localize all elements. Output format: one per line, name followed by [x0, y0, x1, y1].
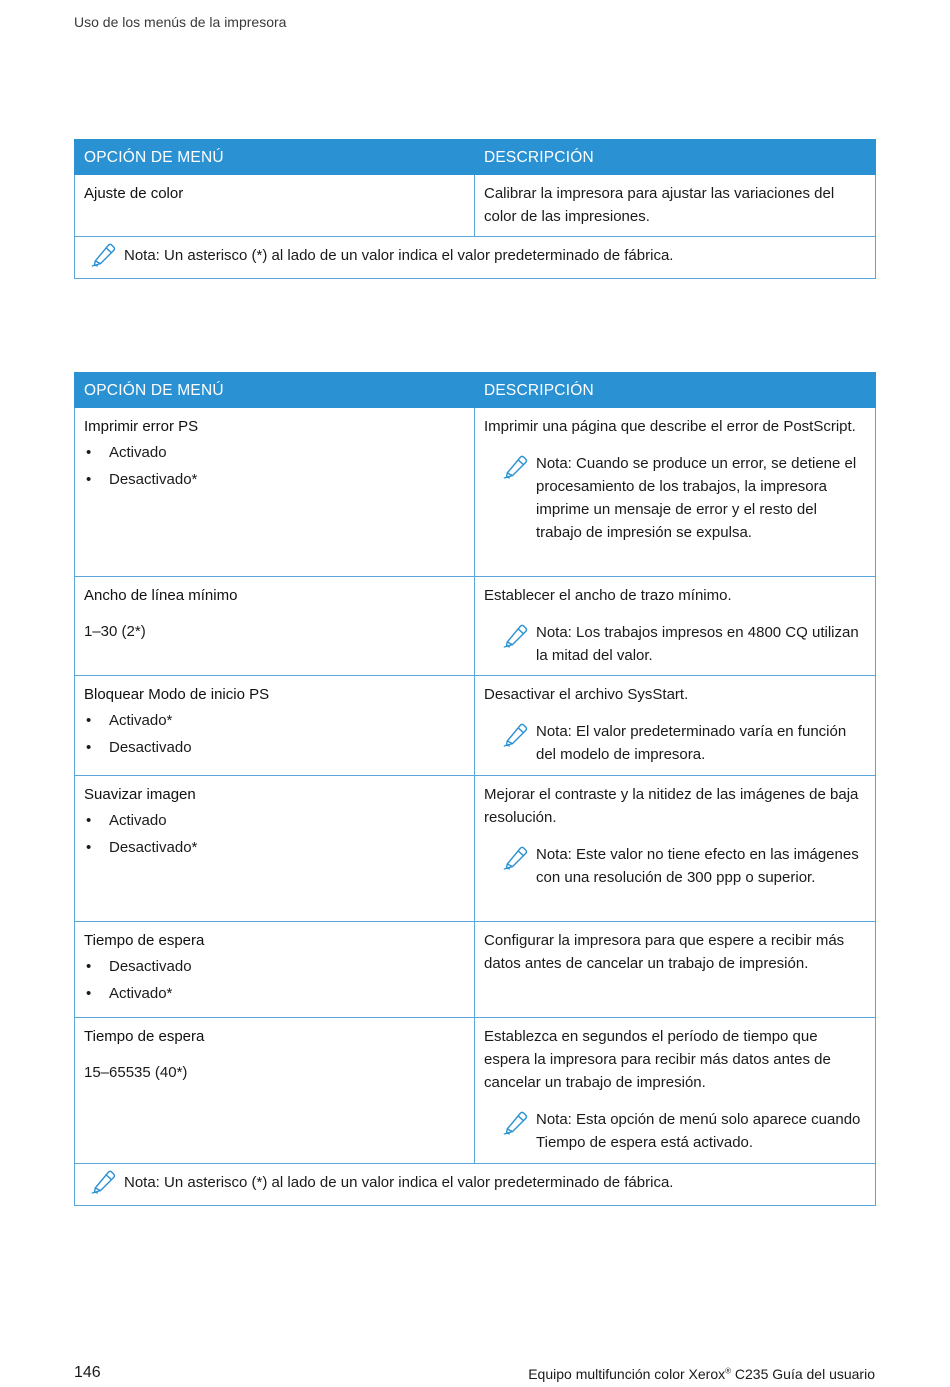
list-item: • Activado	[84, 441, 465, 468]
note-text: Nota: Este valor no tiene efecto en las imágenes con una resolución de 300 ppp o superior.	[536, 846, 859, 886]
option-name: Bloquear Modo de inicio PS	[84, 686, 270, 703]
option-name: Tiempo de espera	[84, 932, 205, 949]
note-text: Nota: El valor predeterminado varía en función del modelo de impresora.	[536, 723, 847, 763]
table-row	[75, 175, 876, 237]
footer-product: Equipo multifunción color Xerox	[528, 1366, 726, 1382]
list-item: • Activado*	[84, 982, 465, 1009]
option-description: Desactivar el archivo SysStart.	[484, 686, 689, 703]
note	[484, 843, 866, 889]
pencil-note-icon	[496, 720, 536, 748]
menu-table-postscript	[74, 372, 876, 1206]
pencil-note-icon	[496, 1108, 536, 1136]
option-description: Mejorar el contraste y la nitidez de las imágenes de baja resolución.	[484, 786, 859, 826]
list-item: • Desactivado*	[84, 836, 465, 863]
option-name: Imprimir error PS	[84, 418, 199, 435]
value-range: 1–30 (2*)	[84, 623, 146, 640]
list-item: • Desactivado	[84, 955, 465, 982]
note	[484, 621, 866, 667]
footnote-text: Nota: Un asterisco (*) al lado de un valor indica el valor predeterminado de fábrica.	[124, 247, 674, 264]
table-row	[75, 676, 876, 776]
pencil-note-icon	[496, 452, 536, 480]
table-row	[75, 1018, 876, 1164]
option-description: Calibrar la impresora para ajustar las variaciones del color de las impresiones.	[484, 185, 835, 225]
table-row	[75, 577, 876, 676]
option-description: Imprimir una página que describe el error de PostScript.	[484, 418, 856, 435]
running-header: Uso de los menús de la impresora	[74, 14, 287, 30]
column-header-option: OPCIÓN DE MENÚ	[75, 140, 475, 175]
table-row	[75, 408, 876, 577]
option-name: Ajuste de color	[84, 185, 184, 202]
footer-guide: C235 Guía del usuario	[731, 1366, 875, 1382]
note-text: Nota: Esta opción de menú solo aparece cuando Tiempo de espera está activado.	[536, 1111, 861, 1151]
option-name: Ancho de línea mínimo	[84, 587, 238, 604]
table-row	[75, 922, 876, 1018]
running-footer	[528, 1366, 875, 1382]
note	[484, 1108, 866, 1154]
note-text: Nota: Cuando se produce un error, se detiene el procesamiento de los trabajos, la impresora imprime un mensaje de error y el resto del trabajo de impresión se expulsa.	[536, 455, 857, 541]
pencil-note-icon	[84, 1167, 124, 1195]
note-text: Nota: Los trabajos impresos en 4800 CQ utilizan la mitad del valor.	[536, 624, 859, 664]
option-description: Configurar la impresora para que espere a recibir más datos antes de cancelar un trabajo de impresión.	[484, 932, 845, 972]
list-item: • Desactivado*	[84, 468, 465, 495]
list-item: • Activado	[84, 809, 465, 836]
option-description: Establecer el ancho de trazo mínimo.	[484, 587, 732, 604]
pencil-note-icon	[496, 843, 536, 871]
pencil-note-icon	[84, 240, 124, 268]
footnote-text: Nota: Un asterisco (*) al lado de un valor indica el valor predeterminado de fábrica.	[124, 1174, 674, 1191]
page-number: 146	[74, 1364, 101, 1381]
option-name: Tiempo de espera	[84, 1028, 205, 1045]
column-header-option: OPCIÓN DE MENÚ	[75, 373, 475, 408]
value-range: 15–65535 (40*)	[84, 1064, 188, 1081]
note	[484, 720, 866, 766]
column-header-description: DESCRIPCIÓN	[475, 140, 876, 175]
value-list	[84, 709, 465, 763]
note	[484, 452, 866, 544]
list-item: • Activado*	[84, 709, 465, 736]
list-item: • Desactivado	[84, 736, 465, 763]
pencil-note-icon	[496, 621, 536, 649]
value-list	[84, 809, 465, 863]
registered-mark: ®	[725, 1366, 732, 1376]
option-description: Establezca en segundos el período de tiempo que espera la impresora para recibir más datos antes de cancelar un trabajo de impresión.	[484, 1028, 831, 1091]
column-header-description: DESCRIPCIÓN	[475, 373, 876, 408]
footnote-row	[75, 237, 876, 279]
footnote-row	[75, 1164, 876, 1206]
value-list	[84, 441, 465, 495]
option-name: Suavizar imagen	[84, 786, 196, 803]
value-list	[84, 955, 465, 1009]
table-row	[75, 776, 876, 922]
menu-table-color	[74, 139, 876, 279]
